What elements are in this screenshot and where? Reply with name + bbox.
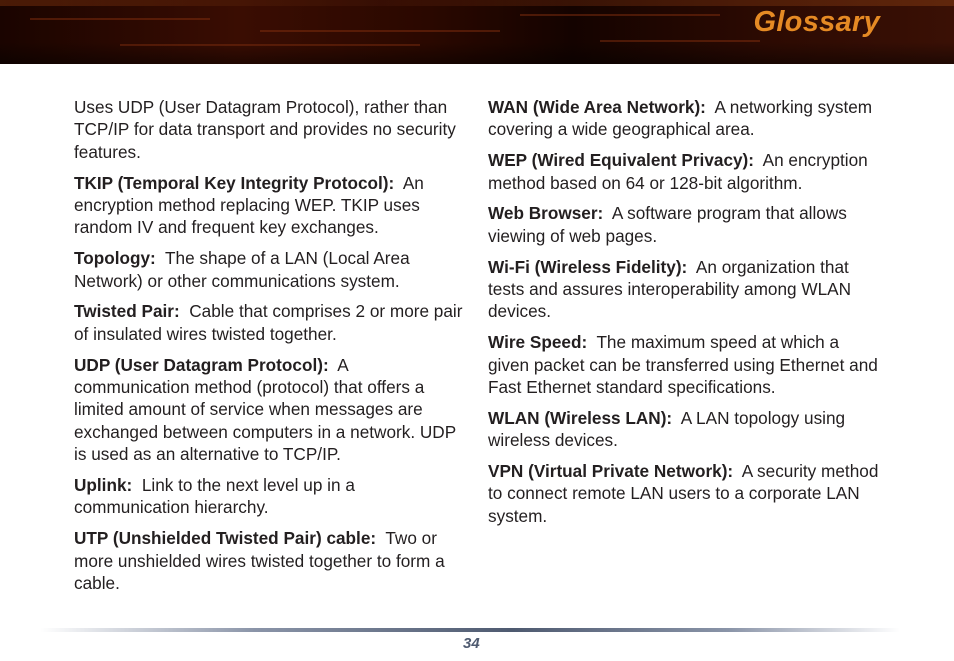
glossary-term: Web Browser: [488,203,604,224]
definition-text: Two or more unshielded wires twisted together to form a cable. [74,528,445,594]
glossary-entry [74,354,466,466]
glossary-entry [488,96,880,141]
glossary-term: WEP (Wired Equivalent Privacy): [488,150,755,171]
definition-text: A LAN topology using wireless devices. [488,407,846,451]
header-streak [30,18,210,20]
glossary-entry [488,460,880,527]
glossary-term: WLAN (Wireless LAN): [488,407,673,428]
definition-text: Cable that comprises 2 or more pair of insulated wires twisted together. [74,301,463,344]
header-streak [120,44,420,46]
glossary-entry [74,474,466,519]
glossary-entry [74,527,466,594]
definition-text: Link to the next level up in a communication hierarchy. [74,475,355,518]
glossary-term: WAN (Wide Area Network): [488,97,706,117]
footer-divider [40,628,900,632]
page-header-banner [0,0,954,64]
glossary-entry [488,407,880,452]
glossary-entry [488,202,880,247]
glossary-term: UTP (Unshielded Twisted Pair) cable: [74,528,377,549]
glossary-term: Wire Speed: [488,332,588,353]
definition-text: A security method to connect remote LAN users to a corporate LAN system. [488,461,879,526]
definition-text: A communication method (protocol) that offers a limited amount of service when messages are exchanged between computers in a network. UDP is used as an alternative to TCP/IP. [74,354,456,465]
definition-text: An encryption method replacing WEP. TKIP uses random IV and frequent key exchanges. [74,172,424,238]
glossary-entry-intro [74,96,466,163]
glossary-entry [488,149,880,194]
definition-text: The shape of a LAN (Local Area Network) or other communications system. [74,248,410,291]
definition-text: A software program that allows viewing of web pages. [488,203,847,246]
glossary-term: VPN (Virtual Private Network): [488,461,734,482]
glossary-entry [74,247,466,292]
definition-text: The maximum speed at which a given packet can be transferred using Ethernet and Fast Ethernet standard specifications. [488,332,878,398]
definition-text: An organization that tests and assures interoperability among WLAN devices. [488,256,852,322]
glossary-term: UDP (User Datagram Protocol): [74,354,329,375]
header-streak [260,30,500,32]
glossary-entry [488,256,880,323]
glossary-term: Topology: [74,248,156,269]
glossary-entry [74,300,466,345]
left-column [74,96,466,603]
definition-text: Uses UDP (User Datagram Protocol), rather than TCP/IP for data transport and provides no security features. [74,97,456,162]
right-column [488,96,880,536]
glossary-term: Uplink: [74,475,133,496]
page-title: Glossary [753,6,880,38]
header-streak [600,40,760,42]
glossary-term: Wi-Fi (Wireless Fidelity): [488,256,688,277]
header-streak [520,14,720,16]
definition-text: An encryption method based on 64 or 128-bit algorithm. [488,150,868,193]
glossary-entry [74,172,466,239]
page-number: 34 [463,635,480,652]
glossary-term: TKIP (Temporal Key Integrity Protocol): [74,172,395,193]
glossary-term: Twisted Pair: [74,301,180,322]
glossary-entry [488,331,880,398]
definition-text: A networking system covering a wide geographical area. [488,97,873,140]
